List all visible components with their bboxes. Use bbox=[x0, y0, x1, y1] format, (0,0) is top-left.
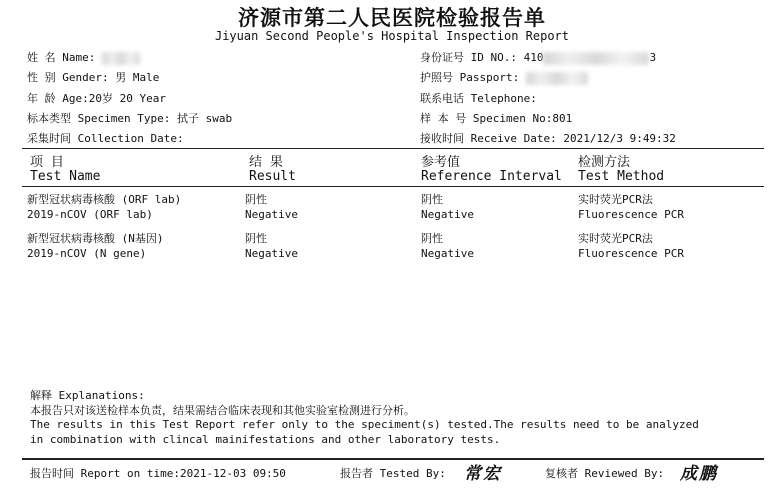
receive-label: 接收时间 Receive Date: bbox=[420, 132, 557, 145]
row2-ref-en: Negative bbox=[421, 247, 474, 260]
row1-ref-cn: 阴性 bbox=[421, 193, 443, 206]
row1-method-en: Fluorescence PCR bbox=[578, 208, 684, 221]
row2-method-cn: 实时荧光PCR法 bbox=[578, 232, 653, 245]
explanations-label: 解释 Explanations: bbox=[30, 389, 145, 402]
id-row bbox=[420, 49, 656, 65]
collection-label: 采集时间 Collection Date: bbox=[27, 132, 184, 145]
name-label: 姓 名 Name: bbox=[27, 51, 96, 64]
table-header-rule bbox=[22, 186, 764, 187]
specimen-no-row bbox=[420, 110, 572, 126]
row1-name-cn: 新型冠状病毒核酸 (ORF lab) bbox=[27, 193, 182, 206]
header-test-name-cn: 项 目 bbox=[30, 155, 64, 170]
row2-test-name bbox=[27, 231, 164, 261]
explanations-en-1: The results in this Test Report refer only to the speciment(s) tested.The results need to be analyzed bbox=[30, 418, 699, 431]
specimen-type-value: 拭子 swab bbox=[176, 112, 233, 125]
row1-ref-en: Negative bbox=[421, 208, 474, 221]
row2-method bbox=[578, 231, 684, 261]
row2-name-en: 2019-nCOV (N gene) bbox=[27, 247, 147, 260]
header-method-cn: 检测方法 bbox=[578, 155, 631, 170]
row1-result-cn: 阴性 bbox=[245, 193, 267, 206]
row2-result bbox=[245, 231, 298, 261]
report-subtitle: Jiyuan Second People's Hospital Inspection Report bbox=[214, 29, 569, 43]
row1-result-en: Negative bbox=[245, 208, 298, 221]
name-redacted bbox=[102, 52, 140, 65]
report-time-label: 报告时间 Report on time: bbox=[30, 467, 180, 480]
tested-by-label: 报告者 Tested By: bbox=[340, 467, 446, 480]
telephone-label: 联系电话 Telephone: bbox=[420, 92, 537, 105]
name-row bbox=[27, 49, 140, 65]
reviewed-by-label: 复核者 Reviewed By: bbox=[545, 467, 665, 480]
report-time-value: 2021-12-03 09:50 bbox=[179, 467, 286, 480]
header-test-name-en: Test Name bbox=[30, 169, 101, 184]
id-value-suffix: 3 bbox=[649, 51, 657, 64]
specimen-type-label: 标本类型 Specimen Type: bbox=[27, 112, 171, 125]
collection-row bbox=[27, 130, 184, 146]
specimen-no-value: 801 bbox=[552, 112, 573, 125]
specimen-no-label: 样 本 号 Specimen No: bbox=[420, 112, 553, 125]
age-value: 20岁 20 Year bbox=[88, 92, 166, 105]
row2-reference bbox=[421, 231, 474, 261]
reviewed-by-signature: 成鹏 bbox=[680, 464, 718, 484]
age-label: 年 龄 Age: bbox=[27, 92, 89, 105]
gender-row bbox=[27, 69, 159, 85]
row2-ref-cn: 阴性 bbox=[421, 232, 443, 245]
gender-label: 性 别 Gender: bbox=[27, 71, 109, 84]
header-reference-en: Reference Interval bbox=[421, 169, 562, 184]
report-time bbox=[30, 465, 286, 481]
telephone-row bbox=[420, 90, 537, 106]
report-title: 济源市第二人民医院检验报告单 bbox=[238, 5, 546, 30]
id-redacted bbox=[543, 52, 649, 65]
explanations-cn: 本报告只对该送检样本负责，结果需结合临床表现和其他实验室检测进行分析。 bbox=[30, 403, 415, 417]
row1-method-cn: 实时荧光PCR法 bbox=[578, 193, 653, 206]
row1-reference bbox=[421, 192, 474, 222]
id-value-prefix: 410 bbox=[523, 51, 544, 64]
specimen-type-row bbox=[27, 110, 232, 126]
row1-test-name bbox=[27, 192, 181, 222]
row2-method-en: Fluorescence PCR bbox=[578, 247, 684, 260]
row1-result bbox=[245, 192, 298, 222]
receive-row bbox=[420, 130, 676, 146]
row1-name-en: 2019-nCOV (ORF lab) bbox=[27, 208, 153, 221]
header-result-en: Result bbox=[249, 169, 296, 184]
row2-result-en: Negative bbox=[245, 247, 298, 260]
passport-redacted bbox=[526, 72, 588, 85]
explanations bbox=[30, 389, 699, 447]
passport-row bbox=[420, 69, 588, 85]
row2-name-cn: 新型冠状病毒核酸 (N基因) bbox=[27, 232, 164, 245]
passport-label: 护照号 Passport: bbox=[420, 71, 520, 84]
gender-value: 男 Male bbox=[115, 71, 160, 84]
header-method-en: Test Method bbox=[578, 169, 665, 184]
tested-by-signature: 常宏 bbox=[464, 464, 502, 484]
table-top-rule bbox=[22, 148, 764, 149]
row2-result-cn: 阴性 bbox=[245, 232, 267, 245]
receive-value: 2021/12/3 9:49:32 bbox=[563, 132, 676, 145]
age-row bbox=[27, 90, 166, 106]
id-label: 身份证号 ID NO.: bbox=[420, 51, 517, 64]
row1-method bbox=[578, 192, 684, 222]
footer-rule bbox=[22, 458, 764, 460]
header-reference-cn: 参考值 bbox=[421, 155, 461, 170]
explanations-en-2: in combination with clincal mainifestations and other laboratory tests. bbox=[30, 432, 501, 446]
header-result-cn: 结 果 bbox=[249, 155, 283, 170]
